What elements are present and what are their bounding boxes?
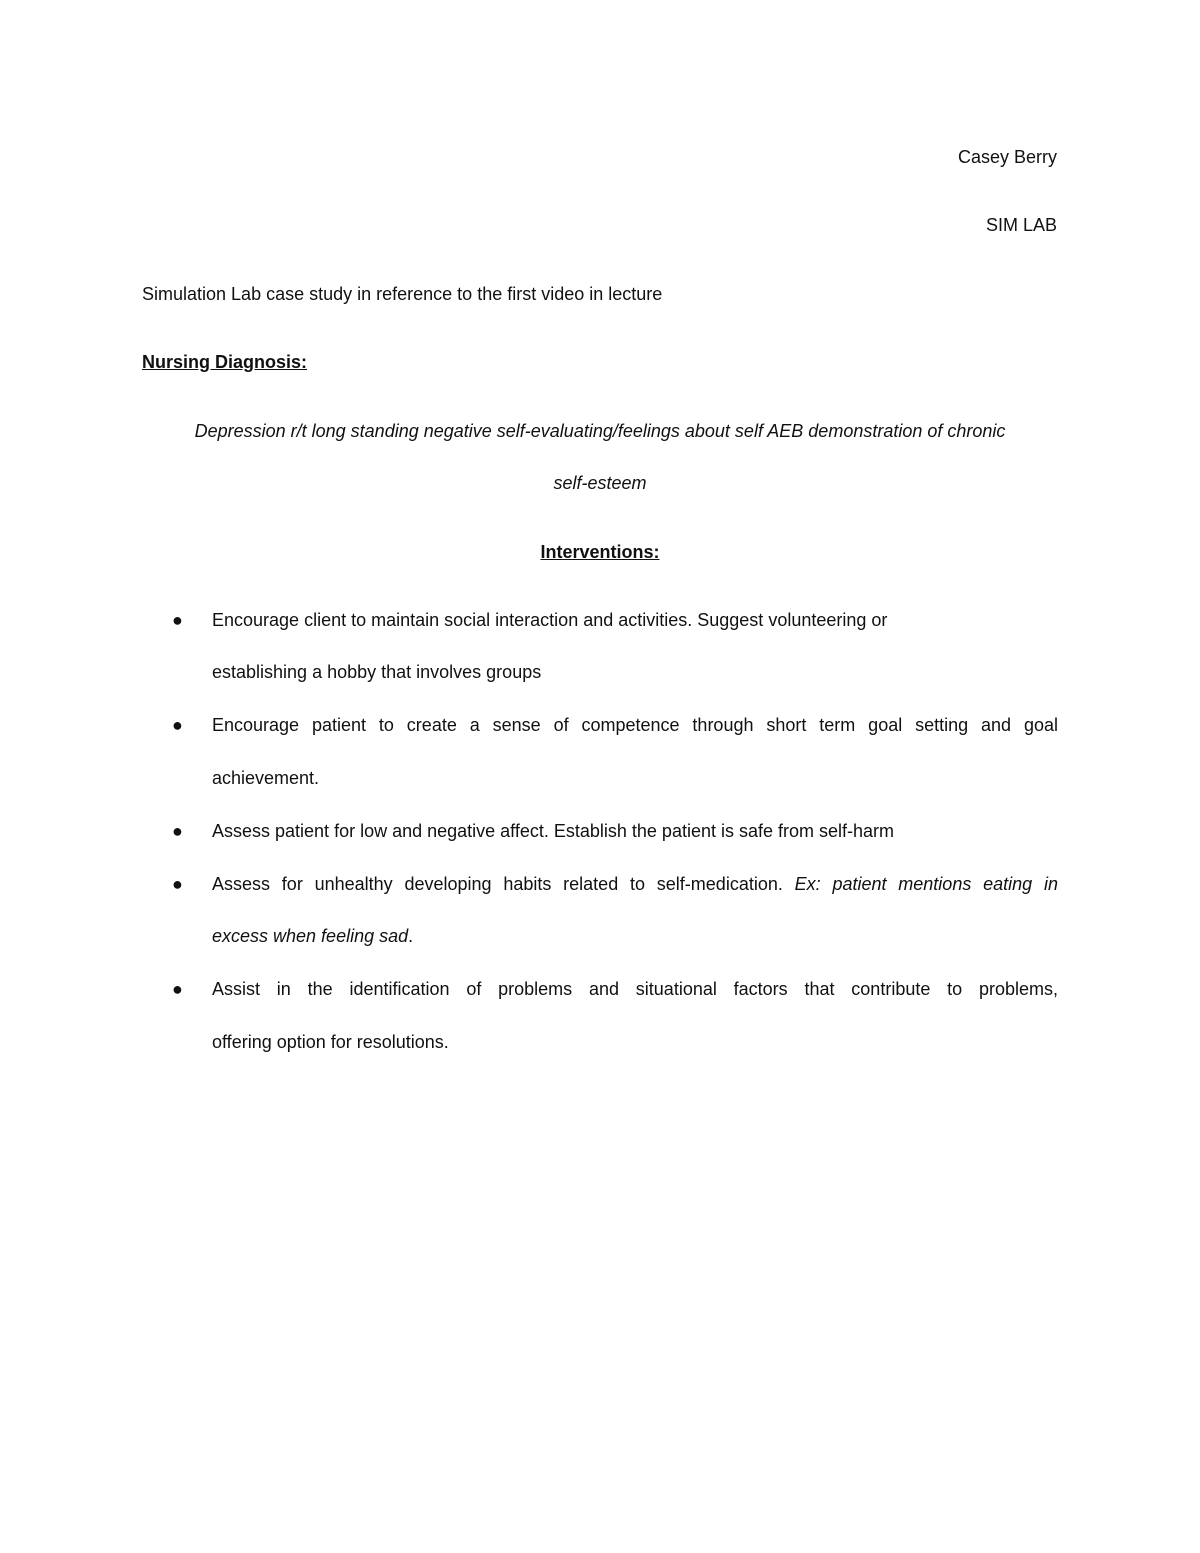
intervention-4-example-cont: excess when feeling sad [212, 926, 409, 946]
intervention-5-line-1: Assist in the identification of problems and situational factors that contribute to problems, [212, 979, 1058, 999]
intervention-4-text: Assess for unhealthy developing habits related to self-medication. [212, 874, 783, 894]
intervention-2-line-1: Encourage patient to create a sense of competence through short term goal setting and goal [212, 715, 1058, 735]
intervention-3-line-1: Assess patient for low and negative affect. Establish the patient is safe from self-harm [212, 821, 895, 841]
diagnosis-text-line-1: Depression r/t long standing negative self-evaluating/feelings about self AEB demonstration of chronic [194, 421, 1006, 441]
intervention-4-line-2 [212, 924, 1058, 948]
intervention-1-line-2: establishing a hobby that involves groups [212, 662, 542, 682]
bullet-icon: ● [172, 610, 183, 630]
author-name: Casey Berry [957, 147, 1057, 167]
bullet-icon: ● [172, 715, 183, 735]
intro-text: Simulation Lab case study in reference to the first video in lecture [142, 284, 663, 304]
intervention-2-line-2: achievement. [212, 768, 320, 788]
diagnosis-text-line-2: self-esteem [553, 473, 647, 493]
intervention-4-example: Ex: patient mentions eating in [794, 874, 1058, 894]
interventions-heading: Interventions: [540, 542, 660, 562]
intervention-1-line-1: Encourage client to maintain social interaction and activities. Suggest volunteering or [212, 610, 888, 630]
bullet-icon: ● [172, 821, 183, 841]
diagnosis-heading: Nursing Diagnosis: [142, 352, 308, 372]
intervention-4-line-1 [212, 872, 1058, 896]
intervention-5-line-2: offering option for resolutions. [212, 1032, 449, 1052]
bullet-icon: ● [172, 874, 183, 894]
bullet-icon: ● [172, 979, 183, 999]
intervention-4-period: . [408, 926, 414, 946]
course-name: SIM LAB [985, 215, 1057, 235]
